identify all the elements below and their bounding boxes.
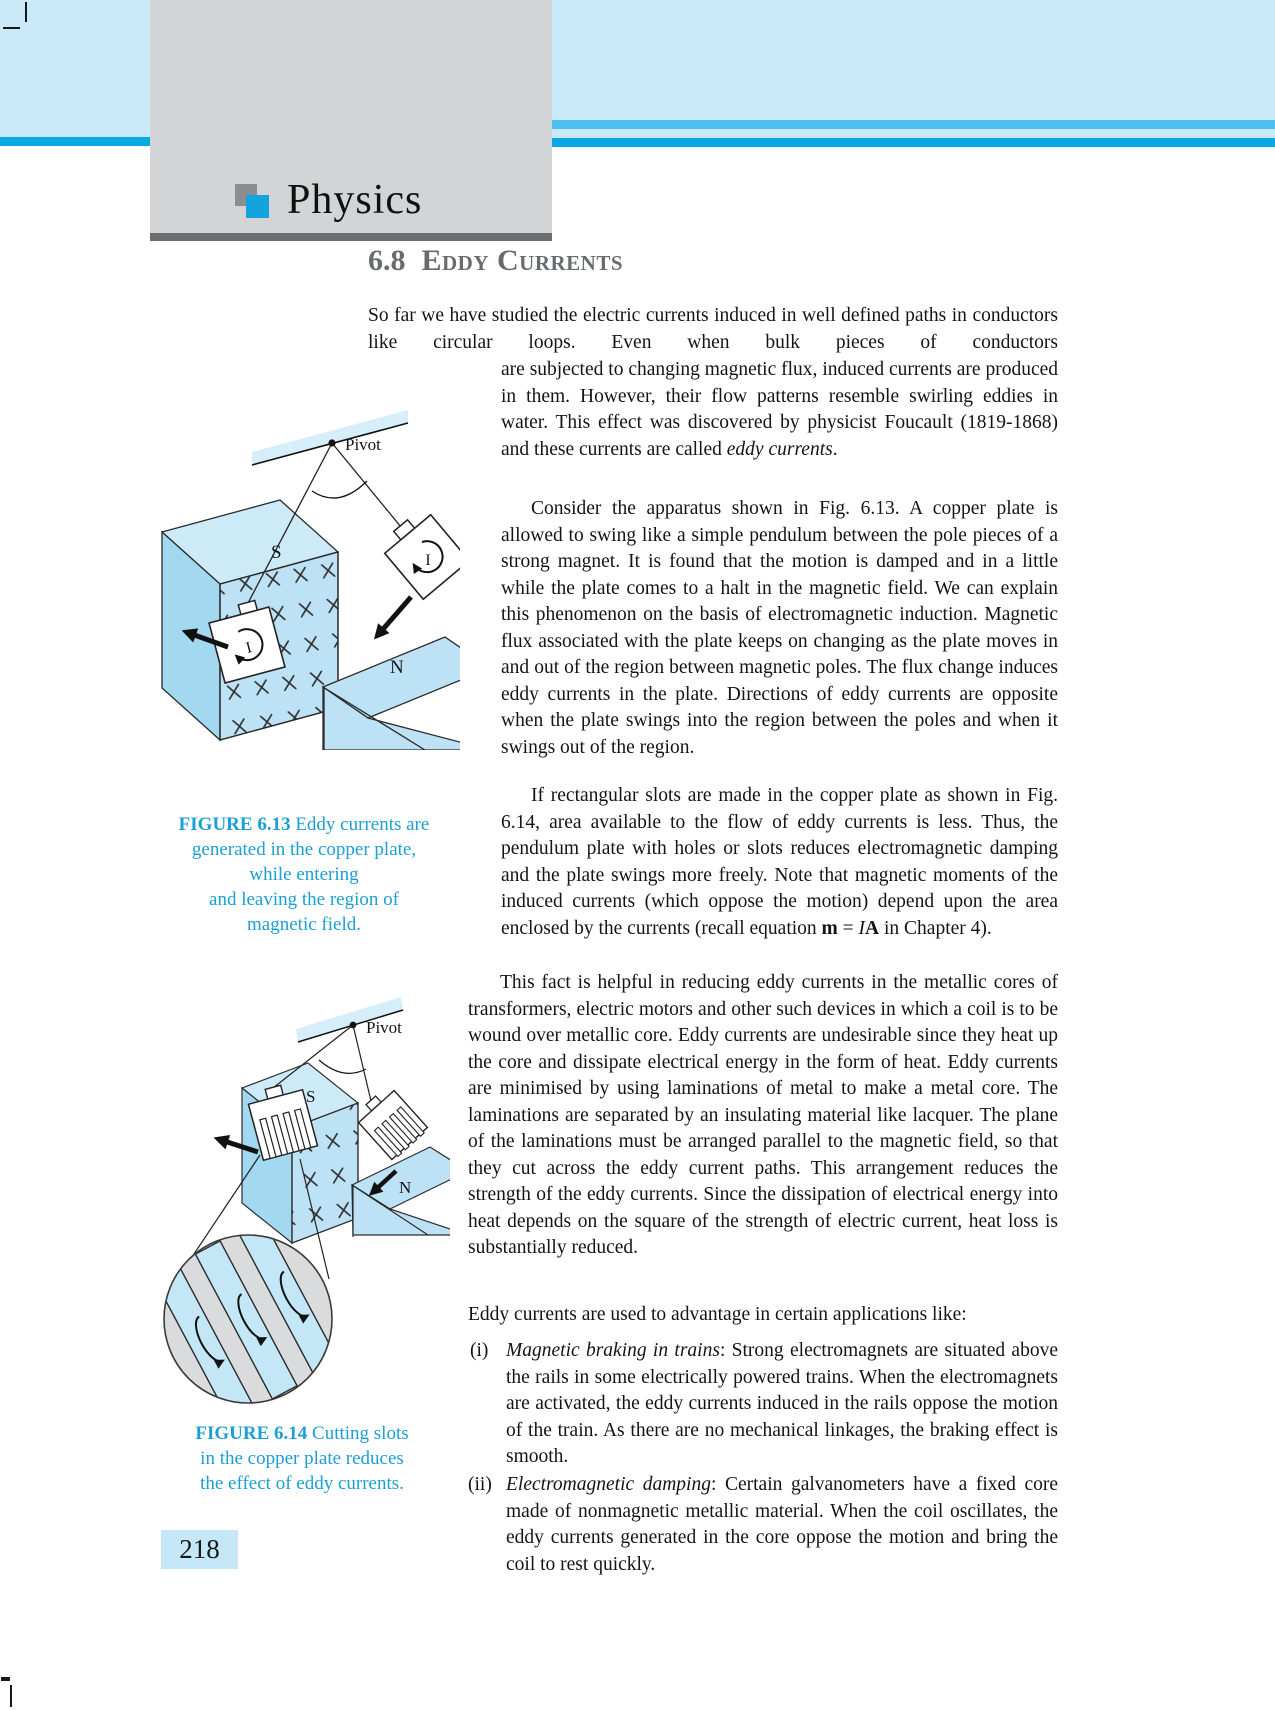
- caption-line: magnetic field.: [247, 914, 361, 935]
- figure-6-14-slotted-plate-diagram: [150, 975, 450, 1415]
- paragraph-5-lead-in: Eddy currents are used to advantage in certain applications like:: [468, 1304, 967, 1325]
- book-title: Physics: [287, 177, 423, 223]
- crop-mark-top-vertical: [25, 2, 27, 22]
- crop-mark-top-horizontal: [3, 27, 20, 29]
- caption-line: generated in the copper plate,: [191, 839, 417, 860]
- slotted-copper-plate-right: [353, 1084, 429, 1160]
- list-item-i-lead: Magnetic braking in trains: [506, 1340, 720, 1361]
- magnified-eddy-currents-inset: [153, 1218, 339, 1415]
- section-title: Eddy Currents: [421, 244, 624, 277]
- paragraph-3-tail: in Chapter 4).: [879, 917, 992, 939]
- list-item-electromagnetic-damping: [468, 1472, 1058, 1578]
- caption-line: while entering: [249, 864, 359, 885]
- paragraph-4: This fact is helpful in reducing eddy currents in the metallic cores of transformers, electric motors and other such devices in which a coil is to be wound over metallic core. Eddy currents are undesirable since they heat up the core and dissipate electrical energy in the form of heat. Eddy currents are minimised by using laminations of metal to make a metal core. The laminations are separated by an insulating material like lacquer. The plane of the laminations must be arranged parallel to the magnetic field, so that they cut across the eddy current paths. This arrangement reduces the strength of the eddy currents. Since the dissipation of electrical energy into heat depends on the square of the strength of electric current, heat loss is substantially reduced.: [468, 972, 1058, 1258]
- list-item-i-sep: :: [719, 1340, 732, 1361]
- current-label: I: [244, 639, 254, 658]
- list-item-magnetic-braking: [468, 1338, 1058, 1471]
- pivot-label: Pivot: [366, 1018, 402, 1037]
- pivot-label: Pivot: [345, 435, 381, 454]
- paragraph-2: Consider the apparatus shown in Fig. 6.13. A copper plate is allowed to swing like a simple pendulum between the pole pieces of a strong magnet. It is found that the motion is damped and in a little while the plate comes to a halt in the magnetic field. We can explain this phenomenon on the basis of electromagnetic induction. Magnetic flux associated with the plate keeps on changing as the plate moves in and out of the region between magnetic poles. The flux change induces eddy currents in the plate. Directions of eddy currents are opposite when the plate swings into the region between the poles and when it swings out of the region.: [501, 498, 1058, 758]
- figure-6-14-label: FIGURE 6.14: [195, 1423, 308, 1444]
- paragraph-1-italic-term: eddy currents: [726, 438, 833, 460]
- figure-6-13-caption: [146, 812, 462, 937]
- header-band-right-2: [552, 129, 1275, 138]
- paragraph-1-wrapped: [501, 357, 1058, 463]
- list-marker-i: (i): [470, 1340, 489, 1361]
- figure-6-14-caption: [146, 1421, 458, 1496]
- header-stripe-left: [0, 137, 150, 146]
- south-pole-label: S: [306, 1087, 316, 1106]
- pendulum-string-right: [332, 443, 401, 527]
- header-band-right: [552, 0, 1275, 120]
- south-pole-label: S: [271, 542, 282, 563]
- current-label: I: [425, 552, 431, 569]
- swing-arc: [312, 481, 367, 498]
- header-stripe-mid: [552, 120, 1275, 129]
- paragraph-1-period: .: [832, 438, 838, 460]
- header-stripe-dark: [552, 138, 1275, 147]
- list-marker-ii: (ii): [468, 1474, 492, 1495]
- caption-line: Eddy currents are: [295, 814, 430, 835]
- pivot-point: [328, 439, 335, 446]
- list-item-i-body: Strong electromagnets are situated above the rails in some electrically powered trains. When the electromagnets are activated, the eddy currents induced in the rails oppose the motion of the train. As there are no mechanical linkages, the braking effect is smooth.: [506, 1340, 1058, 1467]
- ceiling-bar: [252, 410, 408, 465]
- pivot-point: [350, 1022, 357, 1029]
- page-number-badge: 218: [161, 1530, 238, 1569]
- list-item-ii-sep: :: [710, 1474, 725, 1495]
- figure-6-13-label: FIGURE 6.13: [178, 814, 291, 835]
- brand-square-blue-icon: [246, 195, 269, 218]
- paragraph-1-full-width: So far we have studied the electric currents induced in well defined paths in conductors like circular loops. Even when bulk pieces of conductors: [368, 305, 1058, 353]
- equation-m: m: [821, 917, 838, 939]
- swing-arc: [319, 1060, 366, 1073]
- paragraph-1-text: are subjected to changing magnetic flux, induced currents are produced in them. However, their flow patterns resemble swirling eddies in water. This effect was discovered by physicist Foucault (1819-1868) and these currents are called: [501, 359, 1058, 460]
- section-number: 6.8: [368, 244, 406, 277]
- crop-mark-bottom-vertical: [10, 1685, 12, 1707]
- north-pole-label: N: [399, 1178, 412, 1197]
- equation-I: I: [858, 917, 866, 939]
- header-band-left: [0, 0, 150, 137]
- list-item-ii-body: Certain galvanometers have a fixed core made of nonmagnetic metallic material. When the coil oscillates, the eddy currents generated in the core oppose the motion and bring the coil to rest quickly.: [506, 1474, 1059, 1575]
- caption-line: the effect of eddy currents.: [200, 1473, 404, 1494]
- figure-6-13-pendulum-diagram: [140, 370, 460, 750]
- copper-plate-right: [378, 506, 460, 599]
- list-item-ii-lead: Electromagnetic damping: [506, 1474, 711, 1495]
- chapter-banner-underline: [150, 233, 552, 241]
- section-heading: [368, 244, 623, 278]
- equation-equals: =: [837, 917, 859, 939]
- caption-line: Cutting slots: [312, 1423, 409, 1444]
- caption-line: and leaving the region of: [209, 889, 399, 910]
- paragraph-3-text: If rectangular slots are made in the copper plate as shown in Fig. 6.14, area available to the flow of eddy currents is less. Thus, the pendulum plate with holes or slots reduces electromagnetic damping and the plate swings more freely. Note that magnetic moments of the induced currents (which oppose the motion) depend upon the area enclosed by the currents (recall equation: [501, 785, 1058, 939]
- crop-mark-bottom-horizontal: [1, 1677, 10, 1681]
- north-pole-label: N: [390, 657, 404, 678]
- equation-A: A: [865, 917, 880, 939]
- caption-line: in the copper plate reduces: [200, 1448, 404, 1469]
- magnet-north-pole-box: [323, 637, 460, 750]
- motion-arrow-right: [377, 597, 411, 636]
- paragraph-3: [501, 783, 1058, 942]
